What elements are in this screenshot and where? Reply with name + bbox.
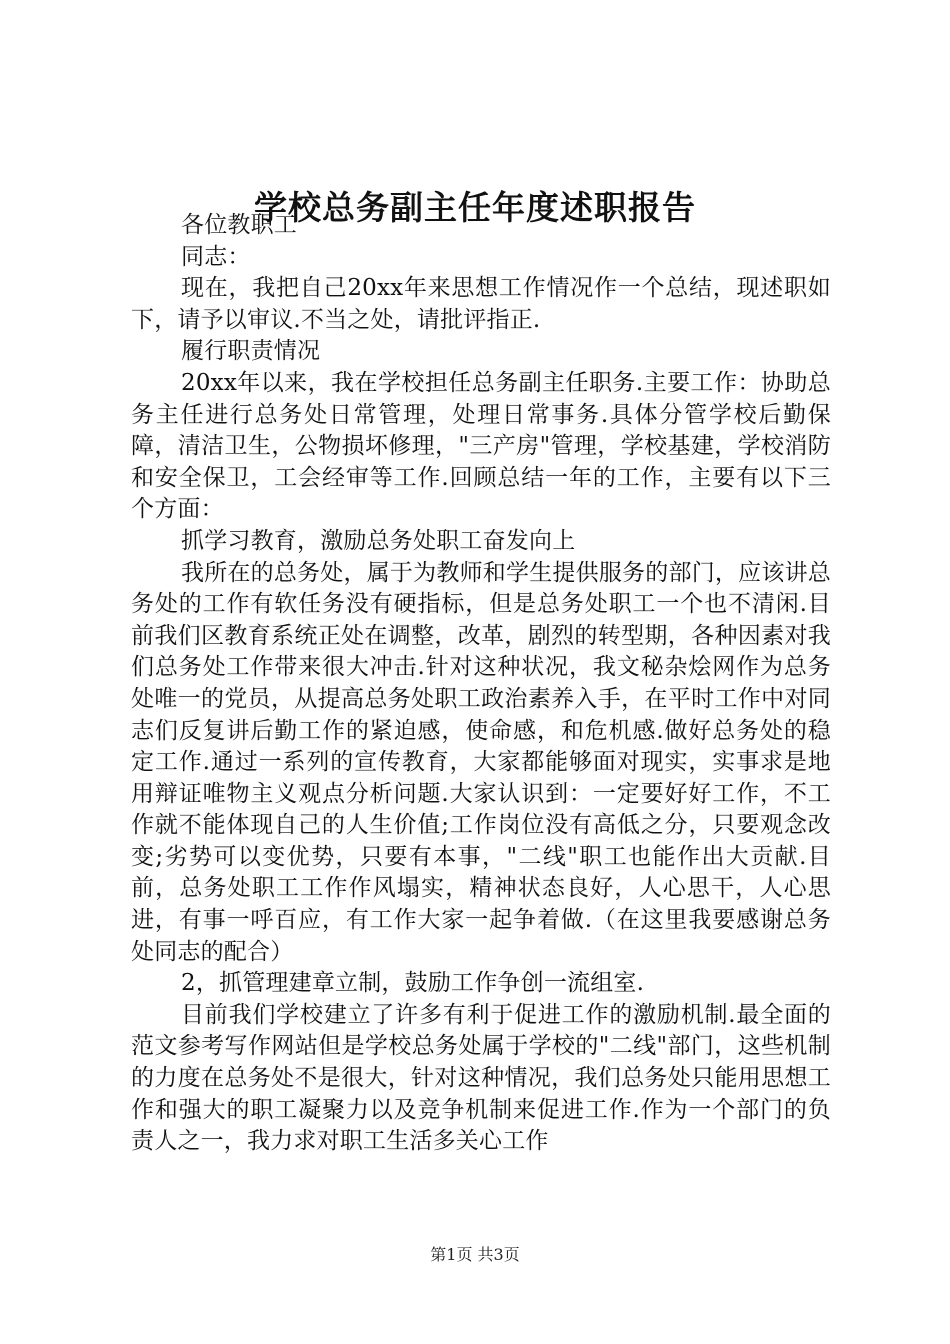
- management-paragraph: 目前我们学校建立了许多有利于促进工作的激励机制.最全面的范文参考写作网站但是学校总务处属于学校的"二线"部门，这些机制的力度在总务处不是很大，针对这种情况，我们总务处只能用思想工作和强大的职工凝聚力以及竞争机制来促进工作.作为一个部门的负责人之一，我力求对职工生活多关心工作: [131, 1001, 831, 1155]
- section-heading-management: 2，抓管理建章立制，鼓励工作争创一流组室.: [181, 970, 645, 997]
- page-footer: 第1页 共3页: [430, 1245, 520, 1264]
- section-heading-education: 抓学习教育，激励总务处职工奋发向上: [181, 527, 576, 554]
- salutation-line-1: 各位教职工: [181, 212, 297, 238]
- page-title: 学校总务副主任年度述职报告: [254, 188, 696, 227]
- education-paragraph: 我所在的总务处，属于为教师和学生提供服务的部门，应该讲总务处的工作有软任务没有硬指标，但是总务处职工一个也不清闲.目前我们区教育系统正处在调整，改革，剧烈的转型期，各种因素对我们总务处工作带来很大冲击.针对这种状况，我文秘杂烩网作为总务处唯一的党员，从提高总务处职工政治素养入手，在平时工作中对同志们反复讲后勤工作的紧迫感，使命感，和危机感.做好总务处的稳定工作.通过一系列的宣传教育，大家都能够面对现实，实事求是地用辩证唯物主义观点分析问题.大家认识到：一定要好好工作，不工作就不能体现自己的人生价值;工作岗位没有高低之分，只要观念改变;劣势可以变优势，只要有本事，"二线"职工也能作出大贡献.目前，总务处职工工作作风塌实，精神状态良好，人心思干，人心思进，有事一呼百应，有工作大家一起争着做.（在这里我要感谢总务处同志的配合）: [131, 559, 831, 965]
- duties-paragraph: 20xx年以来，我在学校担任总务副主任职务.主要工作：协助总务主任进行总务处日常管理，处理日常事务.具体分管学校后勤保障，清洁卫生，公物损坏修理，"三产房"管理，学校基建，学校消防和安全保卫，工会经审等工作.回顾总结一年的工作，主要有以下三个方面：: [131, 369, 831, 523]
- salutation-line-2: 同志：: [181, 243, 251, 270]
- section-heading-duties: 履行职责情况: [181, 338, 321, 365]
- document-body: [131, 210, 831, 1158]
- intro-paragraph: 现在，我把自己20xx年来思想工作情况作一个总结，现述职如下，请予以审议.不当之处，请批评指正.: [131, 275, 831, 333]
